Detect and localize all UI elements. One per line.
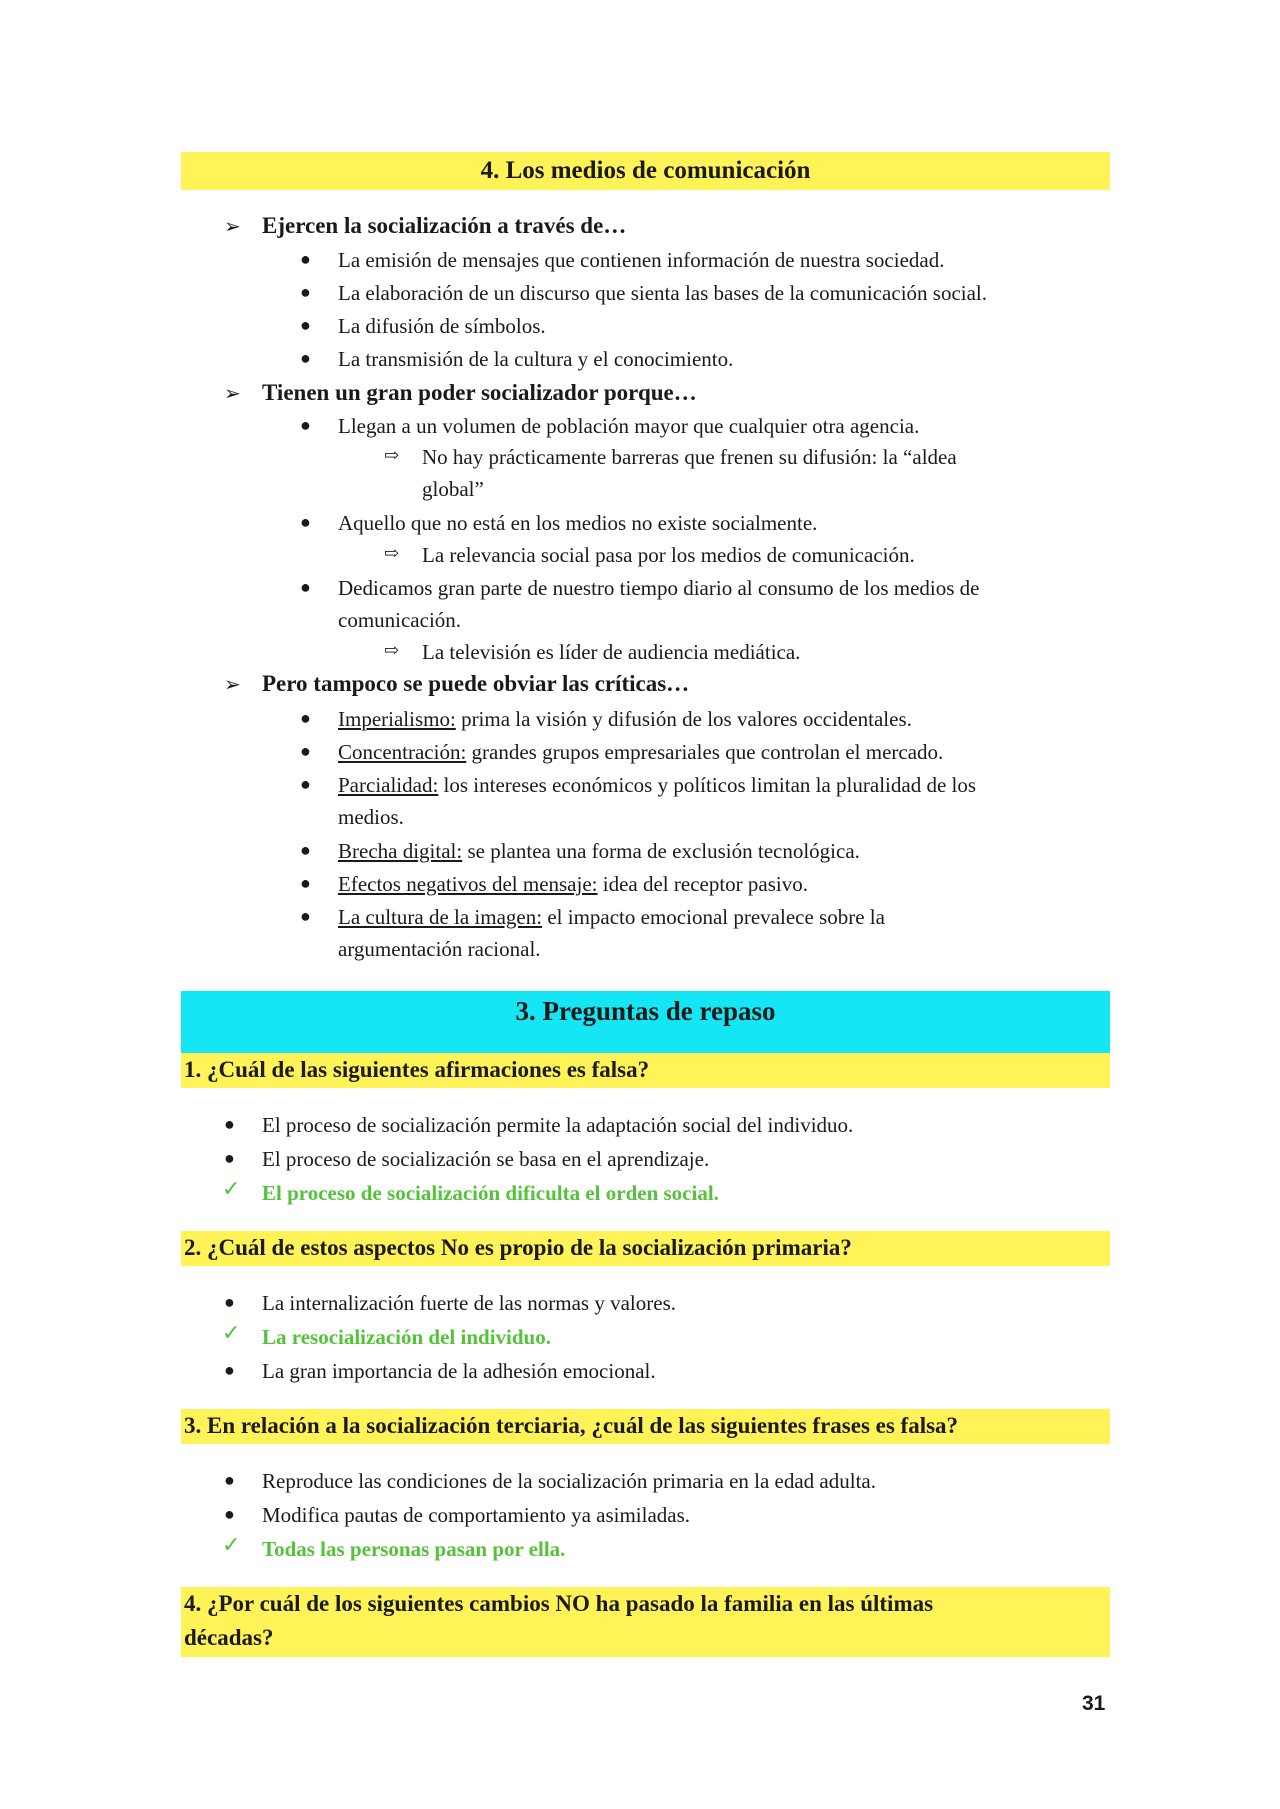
list-item: La emisión de mensajes que contienen información de nuestra sociedad. (338, 248, 945, 272)
arrow-bullet-icon: ➢ (224, 674, 241, 696)
question-4-line-2: décadas? (184, 1625, 274, 1650)
bullet-icon: ● (300, 249, 311, 269)
critique-item (338, 738, 943, 766)
sub-item: La relevancia social pasa por los medios de comunicación. (422, 543, 915, 567)
critique-item (338, 705, 912, 733)
bullet-icon: ● (300, 315, 311, 335)
bullet-icon: ● (300, 415, 311, 435)
bullet-icon: ● (224, 1292, 235, 1312)
critique-text: prima la visión y difusión de los valores occidentales. (455, 707, 912, 731)
check-icon: ✓ (222, 1532, 241, 1557)
critique-text: se plantea una forma de exclusión tecnológica. (462, 839, 860, 863)
critique-term: Concentración: (338, 740, 467, 764)
critique-item (338, 771, 976, 799)
bullet-icon: ● (224, 1360, 235, 1380)
critique-item-continued: argumentación racional. (338, 937, 541, 961)
arrow-bullet-icon: ➢ (224, 216, 241, 238)
sub-item: La televisión es líder de audiencia mediática. (422, 640, 801, 664)
critique-text: grandes grupos empresariales que controlan el mercado. (466, 740, 944, 764)
answer-option-correct: El proceso de socialización dificulta el orden social. (262, 1181, 719, 1205)
bullet-icon: ● (224, 1504, 235, 1524)
answer-option: La gran importancia de la adhesión emocional. (262, 1359, 656, 1383)
answer-option-correct: Todas las personas pasan por ella. (262, 1537, 566, 1561)
bullet-icon: ● (300, 906, 311, 926)
list-item-continued: comunicación. (338, 608, 462, 632)
answer-option-correct: La resocialización del individuo. (262, 1325, 551, 1349)
critique-text: los intereses económicos y políticos limitan la pluralidad de los (438, 773, 977, 797)
critique-item (338, 870, 808, 898)
arrow-right-icon: ⇨ (384, 543, 400, 563)
bullet-icon: ● (300, 741, 311, 761)
bullet-icon: ● (300, 577, 311, 597)
critique-term: Imperialismo: (338, 707, 456, 731)
answer-option: Reproduce las condiciones de la socialización primaria en la edad adulta. (262, 1469, 876, 1493)
bullet-icon: ● (300, 282, 311, 302)
question-4 (181, 1587, 1110, 1657)
bullet-icon: ● (300, 873, 311, 893)
question-2: 2. ¿Cuál de estos aspectos No es propio de la socialización primaria? (181, 1231, 1110, 1266)
question-4-line-1: 4. ¿Por cuál de los siguientes cambios NO ha pasado la familia en las últimas (184, 1591, 934, 1616)
page-number: 31 (1082, 1692, 1106, 1715)
arrow-right-icon: ⇨ (384, 640, 400, 660)
bullet-icon: ● (300, 348, 311, 368)
critique-item (338, 903, 885, 931)
list-item: La difusión de símbolos. (338, 314, 546, 338)
bullet-icon: ● (300, 512, 311, 532)
bullet-icon: ● (300, 840, 311, 860)
answer-option: El proceso de socialización se basa en el aprendizaje. (262, 1147, 710, 1171)
list-item: Llegan a un volumen de población mayor que cualquier otra agencia. (338, 414, 920, 438)
sub-item-continued: global” (422, 477, 484, 501)
review-title: 3. Preguntas de repaso (181, 991, 1110, 1053)
list-item: La elaboración de un discurso que sienta las bases de la comunicación social. (338, 281, 988, 305)
bullet-icon: ● (224, 1470, 235, 1490)
bullet-icon: ● (224, 1114, 235, 1134)
answer-option: La internalización fuerte de las normas y valores. (262, 1291, 676, 1315)
bullet-icon: ● (224, 1148, 235, 1168)
question-3: 3. En relación a la socialización terciaria, ¿cuál de las siguientes frases es falsa? (181, 1409, 1110, 1444)
list-item: Dedicamos gran parte de nuestro tiempo diario al consumo de los medios de (338, 576, 980, 600)
arrow-bullet-icon: ➢ (224, 383, 241, 405)
sub-item: No hay prácticamente barreras que frenen su difusión: la “aldea (422, 445, 957, 469)
arrow-right-icon: ⇨ (384, 445, 400, 465)
critique-item (338, 837, 860, 865)
answer-option: Modifica pautas de comportamiento ya asimiladas. (262, 1503, 691, 1527)
critique-item-continued: medios. (338, 805, 404, 829)
check-icon: ✓ (222, 1176, 241, 1201)
subheading-criticas: Pero tampoco se puede obviar las críticas… (262, 671, 690, 696)
check-icon: ✓ (222, 1320, 241, 1345)
critique-text: el impacto emocional prevalece sobre la (542, 905, 885, 929)
list-item: Aquello que no está en los medios no existe socialmente. (338, 511, 818, 535)
subheading-poder: Tienen un gran poder socializador porque… (262, 380, 697, 405)
critique-text: idea del receptor pasivo. (597, 872, 808, 896)
critique-term: Brecha digital: (338, 839, 463, 863)
bullet-icon: ● (300, 708, 311, 728)
list-item: La transmisión de la cultura y el conocimiento. (338, 347, 734, 371)
answer-option: El proceso de socialización permite la adaptación social del individuo. (262, 1113, 854, 1137)
critique-term: Parcialidad: (338, 773, 439, 797)
subheading-socializacion: Ejercen la socialización a través de… (262, 213, 627, 238)
critique-term: La cultura de la imagen: (338, 905, 543, 929)
critique-term: Efectos negativos del mensaje: (338, 872, 598, 896)
section-title: 4. Los medios de comunicación (181, 152, 1110, 190)
question-1: 1. ¿Cuál de las siguientes afirmaciones es falsa? (181, 1053, 1110, 1088)
bullet-icon: ● (300, 774, 311, 794)
